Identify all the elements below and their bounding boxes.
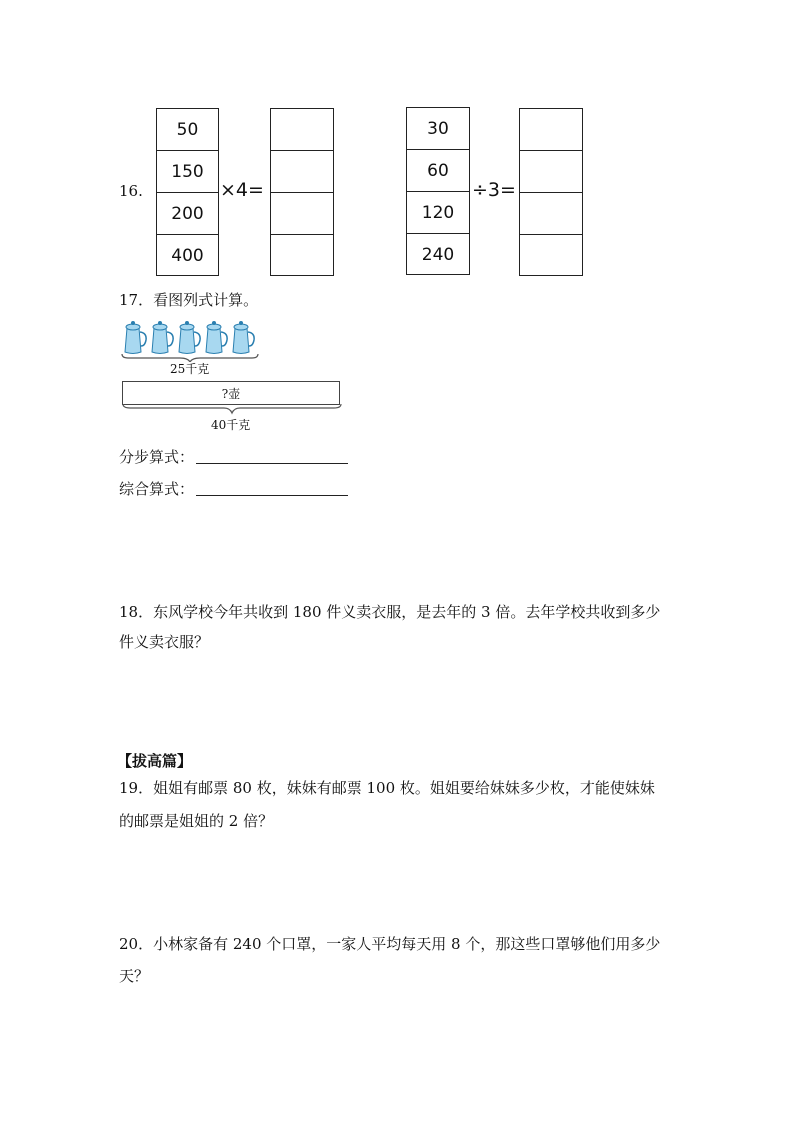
water-pot-icon	[125, 321, 146, 354]
water-pots-illustration	[118, 318, 268, 362]
combined-formula-blank[interactable]	[196, 477, 348, 496]
step-formula-blank[interactable]	[196, 445, 348, 464]
answer-cell[interactable]	[520, 193, 582, 235]
unknown-pots-box	[122, 381, 340, 405]
multiply-input-cell: 400	[171, 246, 204, 266]
question-16-number: 16.	[119, 182, 143, 200]
divide-input-table	[406, 107, 470, 275]
step-formula-row	[119, 442, 348, 472]
question-19-line-1: 19．姐姐有邮票 80 枚，妹妹有邮票 100 枚。姐姐要给妹妹多少枚，才能使妹妹	[119, 779, 655, 797]
answer-cell[interactable]	[271, 151, 333, 193]
answer-cell[interactable]	[271, 235, 333, 277]
question-18-line-2: 件义卖衣服？	[119, 633, 210, 651]
divide-input-cell: 240	[421, 245, 455, 265]
answer-cell[interactable]	[271, 193, 333, 235]
question-17-title: 17．看图列式计算。	[119, 291, 259, 309]
divide-input-cell: 30	[407, 108, 469, 150]
top-weight-label: 25千克	[170, 362, 210, 376]
question-19-line-2: 的邮票是姐姐的 2 倍？	[119, 812, 274, 830]
divide-operator: ÷3=	[472, 179, 516, 201]
bottom-weight-label: 40千克	[211, 418, 251, 432]
answer-cell[interactable]	[520, 235, 582, 277]
multiply-input-cell: 200	[157, 193, 218, 235]
multiply-input-table	[156, 108, 219, 276]
divide-answer-table	[519, 108, 583, 276]
water-pot-icon	[206, 321, 227, 354]
combined-formula-label: 综合算式：	[119, 480, 195, 498]
answer-cell[interactable]	[520, 109, 582, 151]
step-formula-label: 分步算式：	[119, 448, 195, 466]
water-pot-icon	[179, 321, 200, 354]
divide-input-cell: 120	[407, 192, 469, 234]
answer-cell[interactable]	[271, 109, 333, 151]
question-20-line-2: 天？	[119, 967, 150, 985]
multiply-input-cell: 150	[157, 151, 218, 193]
multiply-operator: ×4=	[220, 179, 264, 201]
answer-cell[interactable]	[520, 151, 582, 193]
water-pot-icon	[233, 321, 254, 354]
combined-formula-row	[119, 474, 348, 504]
section-title: 【拔高篇】	[117, 752, 193, 770]
unknown-pots-label: ?壶	[221, 386, 241, 401]
water-pot-icon	[152, 321, 173, 354]
question-20-line-1: 20．小林家备有 240 个口罩，一家人平均每天用 8 个，那这些口罩够他们用多少	[119, 935, 661, 953]
question-18-line-1: 18．东风学校今年共收到 180 件义卖衣服，是去年的 3 倍。去年学校共收到多少	[119, 603, 661, 621]
multiply-input-cell: 50	[157, 109, 218, 151]
divide-input-cell: 60	[407, 150, 469, 192]
multiply-answer-table	[270, 108, 334, 276]
